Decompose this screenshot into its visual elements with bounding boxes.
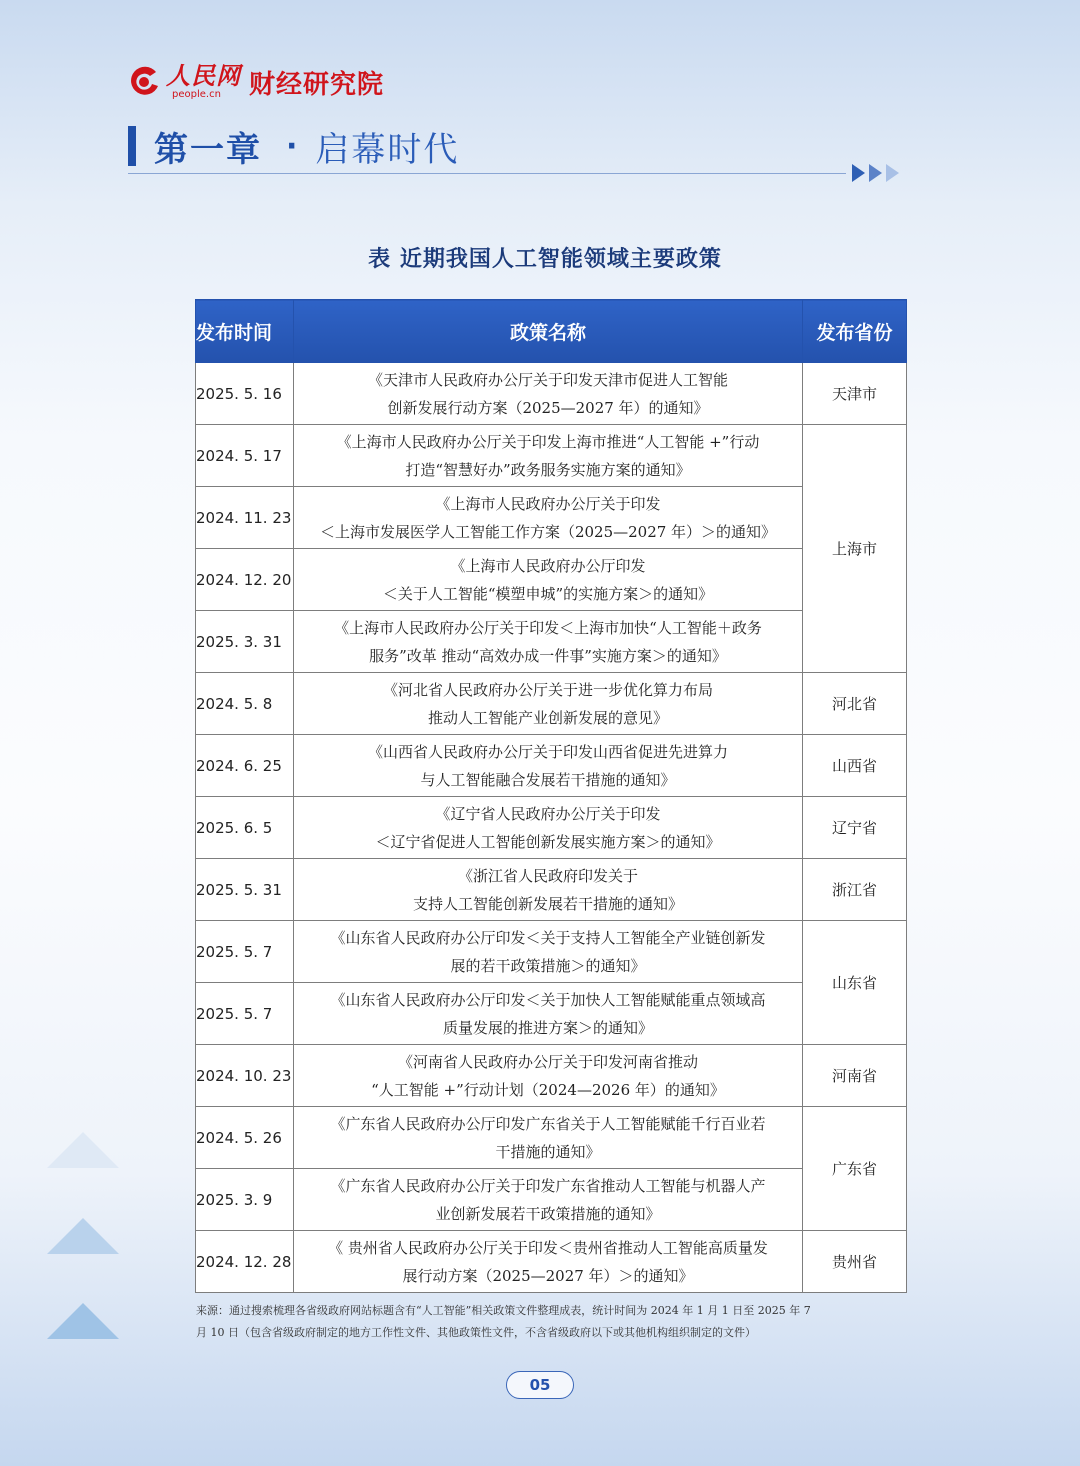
decorative-triangle-icon xyxy=(47,1218,119,1254)
row-province: 辽宁省 xyxy=(803,797,907,859)
chapter-accent-bar xyxy=(128,126,136,166)
row-date: 2024. 5. 26 xyxy=(196,1107,294,1169)
page-number: 05 xyxy=(506,1371,574,1399)
row-policy-name: 《天津市人民政府办公厅关于印发天津市促进人工智能 创新发展行动方案（2025—2027 年）的通知》 xyxy=(294,363,803,425)
table-row xyxy=(196,1169,907,1231)
row-date: 2025. 3. 31 xyxy=(196,611,294,673)
table-row xyxy=(196,611,907,673)
table-row xyxy=(196,983,907,1045)
row-province: 山西省 xyxy=(803,735,907,797)
row-date: 2024. 12. 28 xyxy=(196,1231,294,1293)
row-province: 山东省 xyxy=(803,921,907,1045)
source-note xyxy=(196,1300,908,1344)
institute-name: 财经研究院 xyxy=(249,69,385,100)
chapter-heading xyxy=(128,124,459,168)
row-province: 广东省 xyxy=(803,1107,907,1231)
chapter-title: 启幕时代 xyxy=(315,129,460,170)
decorative-triangle-icon xyxy=(47,1132,119,1168)
row-date: 2024. 6. 25 xyxy=(196,735,294,797)
table-row xyxy=(196,549,907,611)
column-header-date: 发布时间 xyxy=(196,300,294,363)
table-header-row xyxy=(196,300,907,363)
table-row xyxy=(196,735,907,797)
row-policy-name: 《河北省人民政府办公厅关于进一步优化算力布局 推动人工智能产业创新发展的意见》 xyxy=(294,673,803,735)
people-logo-icon xyxy=(126,64,162,100)
source-note-line: 月 10 日（包含省级政府制定的地方工作性文件、其他政策性文件，不含省级政府以下或其他机构组织制定的文件） xyxy=(196,1326,756,1339)
chapter-divider xyxy=(128,173,846,174)
row-policy-name: 《河南省人民政府办公厅关于印发河南省推动 “人工智能 +”行动计划（2024—2026 年）的通知》 xyxy=(294,1045,803,1107)
row-province: 贵州省 xyxy=(803,1231,907,1293)
row-date: 2024. 10. 23 xyxy=(196,1045,294,1107)
row-province: 浙江省 xyxy=(803,859,907,921)
row-date: 2025. 5. 7 xyxy=(196,921,294,983)
table-row xyxy=(196,1231,907,1293)
table-row xyxy=(196,425,907,487)
table-row xyxy=(196,363,907,425)
row-date: 2024. 12. 20 xyxy=(196,549,294,611)
column-header-province: 发布省份 xyxy=(803,300,907,363)
row-date: 2025. 6. 5 xyxy=(196,797,294,859)
brand-url: people.cn xyxy=(172,89,221,100)
row-date: 2025. 5. 31 xyxy=(196,859,294,921)
policy-table xyxy=(195,299,907,1293)
row-policy-name: 《广东省人民政府办公厅关于印发广东省推动人工智能与机器人产 业创新发展若干政策措施的通知》 xyxy=(294,1169,803,1231)
row-policy-name: 《上海市人民政府办公厅关于印发上海市推进“人工智能 +”行动 打造“智慧好办”政务服务实施方案的通知》 xyxy=(294,425,803,487)
source-note-line: 来源：通过搜索梳理各省级政府网站标题含有“人工智能”相关政策文件整理成表，统计时间为 2024 年 1 月 1 日至 2025 年 7 xyxy=(196,1304,811,1317)
row-policy-name: 《上海市人民政府办公厅印发 ＜关于人工智能“模塑申城”的实施方案＞的通知》 xyxy=(294,549,803,611)
row-policy-name: 《山东省人民政府办公厅印发＜关于加快人工智能赋能重点领域高 质量发展的推进方案＞的通知》 xyxy=(294,983,803,1045)
chapter-number: 第一章 xyxy=(154,129,262,170)
row-date: 2024. 5. 8 xyxy=(196,673,294,735)
column-header-policy: 政策名称 xyxy=(294,300,803,363)
row-date: 2024. 11. 23 xyxy=(196,487,294,549)
table-row xyxy=(196,1045,907,1107)
table-row xyxy=(196,1107,907,1169)
row-province: 河北省 xyxy=(803,673,907,735)
row-province: 天津市 xyxy=(803,363,907,425)
table-row xyxy=(196,859,907,921)
row-policy-name: 《辽宁省人民政府办公厅关于印发 ＜辽宁省促进人工智能创新发展实施方案＞的通知》 xyxy=(294,797,803,859)
row-policy-name: 《山西省人民政府办公厅关于印发山西省促进先进算力 与人工智能融合发展若干措施的通知》 xyxy=(294,735,803,797)
row-province: 上海市 xyxy=(803,425,907,673)
row-policy-name: 《上海市人民政府办公厅关于印发 ＜上海市发展医学人工智能工作方案（2025—2027 年）＞的通知》 xyxy=(294,487,803,549)
row-province: 河南省 xyxy=(803,1045,907,1107)
row-policy-name: 《广东省人民政府办公厅印发广东省关于人工智能赋能千行百业若 干措施的通知》 xyxy=(294,1107,803,1169)
row-policy-name: 《 贵州省人民政府办公厅关于印发＜贵州省推动人工智能高质量发 展行动方案（2025—2027 年）＞的通知》 xyxy=(294,1231,803,1293)
decorative-triangle-icon xyxy=(47,1303,119,1339)
brand-name: 人民网 xyxy=(166,61,241,90)
row-date: 2025. 5. 7 xyxy=(196,983,294,1045)
table-row xyxy=(196,921,907,983)
chevron-arrows-icon xyxy=(852,164,899,182)
logo xyxy=(126,62,384,102)
row-date: 2025. 5. 16 xyxy=(196,363,294,425)
table-row xyxy=(196,673,907,735)
row-date: 2024. 5. 17 xyxy=(196,425,294,487)
row-policy-name: 《上海市人民政府办公厅关于印发＜上海市加快“人工智能＋政务 服务”改革 推动“高效办成一件事”实施方案＞的通知》 xyxy=(294,611,803,673)
chapter-separator: · xyxy=(286,128,298,164)
table-row xyxy=(196,487,907,549)
table-caption: 表 近期我国人工智能领域主要政策 xyxy=(368,247,722,272)
row-policy-name: 《浙江省人民政府印发关于 支持人工智能创新发展若干措施的通知》 xyxy=(294,859,803,921)
row-policy-name: 《山东省人民政府办公厅印发＜关于支持人工智能全产业链创新发 展的若干政策措施＞的通知》 xyxy=(294,921,803,983)
table-row xyxy=(196,797,907,859)
row-date: 2025. 3. 9 xyxy=(196,1169,294,1231)
